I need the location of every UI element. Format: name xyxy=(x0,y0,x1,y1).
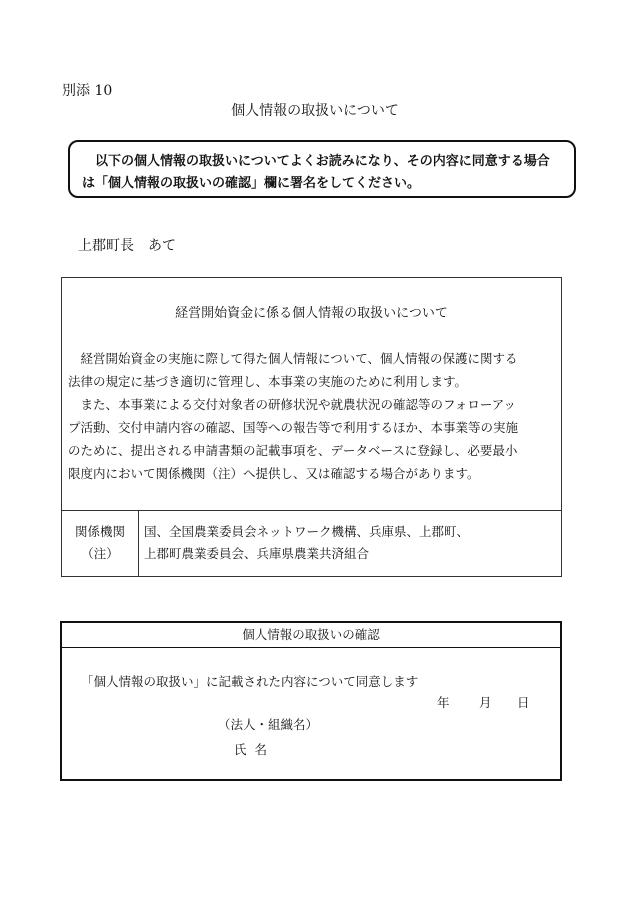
handling-paragraph-2-line: また、本事業による交付対象者の研修状況や就農状況の確認等のフォローアッ xyxy=(68,397,516,412)
handling-paragraph-1-line: 経営開始資金の実施に際して得た個人情報について、個人情報の保護に関する xyxy=(68,351,518,366)
related-agencies-label-line-1: 関係機関 xyxy=(74,524,125,539)
related-agencies-label xyxy=(62,511,139,577)
related-agencies-list xyxy=(144,521,554,565)
handling-paragraph-1-line: 法律の規定に基づき適切に管理し、本事業の実施のために利用します。 xyxy=(68,374,468,389)
related-agencies-list-line-2: 上郡町農業委員会、兵庫県農業共済組合 xyxy=(144,546,370,561)
handling-paragraph-2-line: プ活動、交付申請内容の確認、国等への報告等で利用するほか、本事業等の実施 xyxy=(68,420,519,435)
handling-paragraph-2 xyxy=(68,393,555,485)
page-title: 個人情報の取扱いについて xyxy=(231,103,399,119)
notice-line-2: は「個人情報の取扱いの確認」欄に署名をしてください。 xyxy=(82,176,421,191)
date-month-label: 月 xyxy=(479,695,492,710)
addressee: 上郡町長 あて xyxy=(78,238,176,254)
date-year-label: 年 xyxy=(437,695,450,710)
consent-title: 個人情報の取扱いの確認 xyxy=(62,623,560,648)
consent-box xyxy=(60,621,562,781)
handling-title: 経営開始資金に係る個人情報の取扱いについて xyxy=(175,306,448,321)
annex-label: 別添 10 xyxy=(62,83,113,99)
notice-line-1: 以下の個人情報の取扱いについてよくお読みになり、その内容に同意する場合 xyxy=(95,154,550,169)
notice-box xyxy=(68,140,576,198)
related-agencies-list-line-1: 国、全国農業委員会ネットワーク機構、兵庫県、上郡町、 xyxy=(144,524,470,539)
handling-paragraph-1 xyxy=(68,347,555,393)
related-agencies-label-line-2: （注） xyxy=(81,546,119,561)
signer-name-label: 氏名 xyxy=(234,742,276,757)
handling-paragraph-2-line: 限度内において関係機関（注）へ提供し、又は確認する場合があります。 xyxy=(68,466,480,481)
date-day-label: 日 xyxy=(517,695,530,710)
personal-info-handling-box xyxy=(61,277,562,577)
consent-statement: 「個人情報の取扱い」に記載された内容について同意します xyxy=(81,674,419,689)
organization-name-label: （法人・組織名） xyxy=(218,717,319,732)
related-agencies-row xyxy=(62,510,561,577)
handling-paragraph-2-line: のために、提出される申請書類の記載事項を、データベースに登録し、必要最小 xyxy=(68,443,518,458)
